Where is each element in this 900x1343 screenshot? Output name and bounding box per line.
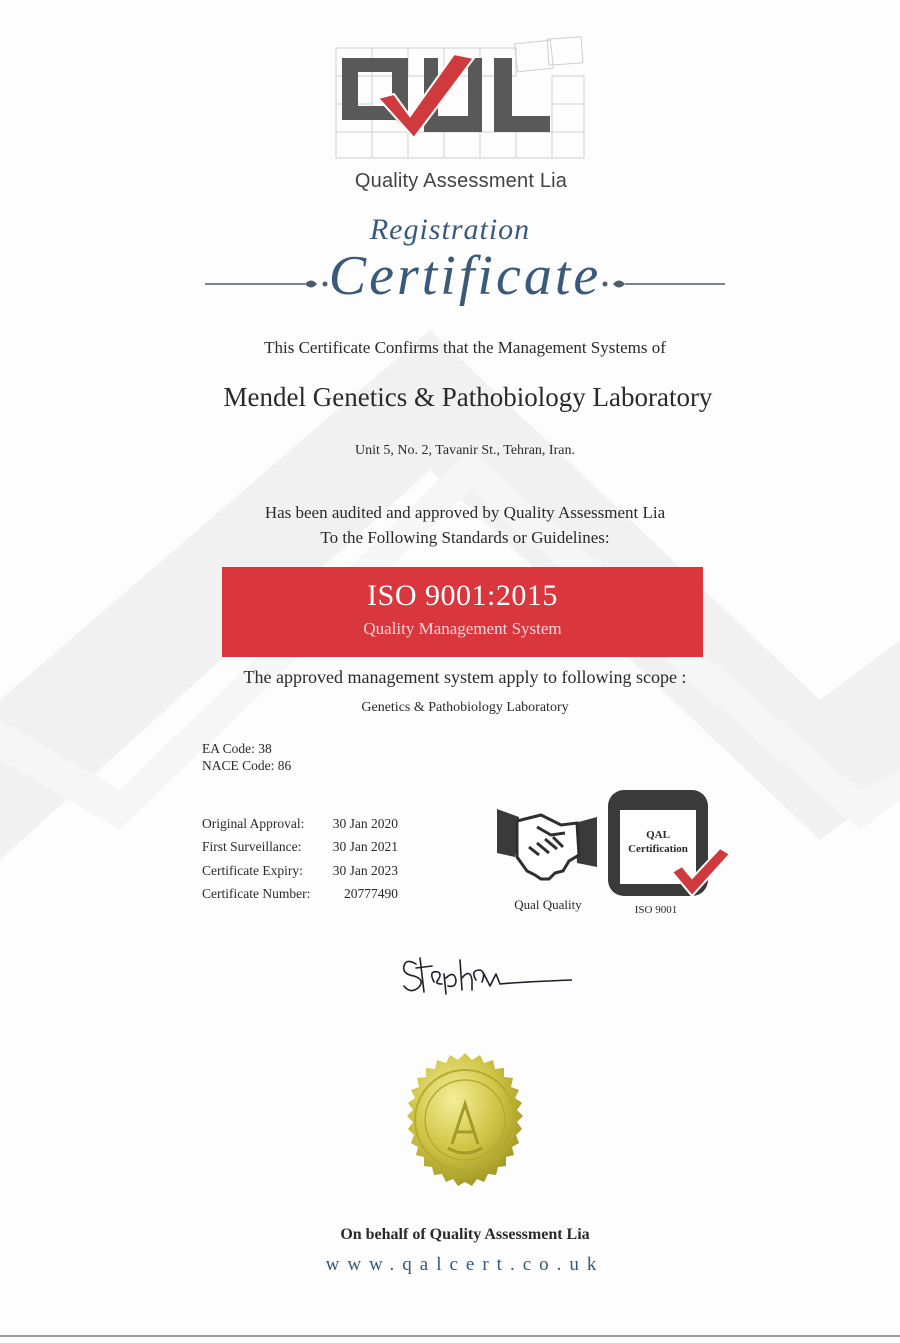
- certificate-title: Certificate: [328, 245, 602, 307]
- signature: [400, 952, 572, 996]
- date-value: 30 Jan 2021: [332, 839, 398, 855]
- date-row: [202, 863, 398, 886]
- date-label: Original Approval:: [202, 816, 305, 831]
- certificate-dates: [202, 816, 398, 909]
- qal-logo: [334, 36, 588, 160]
- organization-address: Unit 5, No. 2, Tavanir St., Tehran, Iran.: [355, 443, 575, 458]
- scope-text: Genetics & Pathobiology Laboratory: [361, 700, 569, 715]
- nace-code: NACE Code: 86: [202, 758, 292, 773]
- on-behalf-text: On behalf of Quality Assessment Lia: [340, 1226, 590, 1243]
- date-row: [202, 839, 398, 862]
- date-row: [202, 886, 398, 909]
- date-value: 30 Jan 2020: [332, 816, 398, 831]
- qal-badge-caption: ISO 9001: [634, 904, 678, 916]
- intro-text: This Certificate Confirms that the Management Systems of: [264, 338, 666, 357]
- audit-line-1: Has been audited and approved by Quality Assessment Lia: [264, 503, 666, 522]
- date-label: Certificate Number:: [202, 885, 311, 901]
- ea-code: EA Code: 38: [202, 741, 272, 756]
- brand-name: Quality Assessment Lia: [354, 170, 568, 192]
- date-label: Certificate Expiry:: [202, 862, 303, 878]
- date-value: 20777490: [344, 885, 398, 901]
- scope-title: The approved management system apply to following scope :: [243, 667, 687, 687]
- audit-statement: [0, 500, 900, 550]
- standard-code: ISO 9001:2015: [367, 579, 558, 612]
- handshake-icon: [497, 805, 597, 885]
- website-link[interactable]: www.qalcert.co.uk: [325, 1254, 605, 1275]
- gold-seal: [392, 1052, 538, 1198]
- standard-name: Quality Management System: [363, 619, 562, 638]
- date-row: [202, 816, 398, 839]
- standard-banner: [222, 567, 703, 657]
- date-label: First Surveillance:: [202, 839, 302, 855]
- audit-line-2: To the Following Standards or Guidelines:: [320, 528, 610, 547]
- date-value: 30 Jan 2023: [332, 862, 398, 878]
- handshake-caption: Qual Quality: [514, 897, 582, 912]
- industry-codes: [202, 740, 291, 774]
- registration-subtitle: Registration: [369, 213, 531, 246]
- qal-badge-line-2: Certification: [628, 843, 688, 855]
- qal-badge-line-1: QAL: [646, 829, 670, 841]
- qal-certification-badge: [606, 788, 732, 900]
- organization-name: Mendel Genetics & Pathobiology Laboratory: [223, 382, 713, 412]
